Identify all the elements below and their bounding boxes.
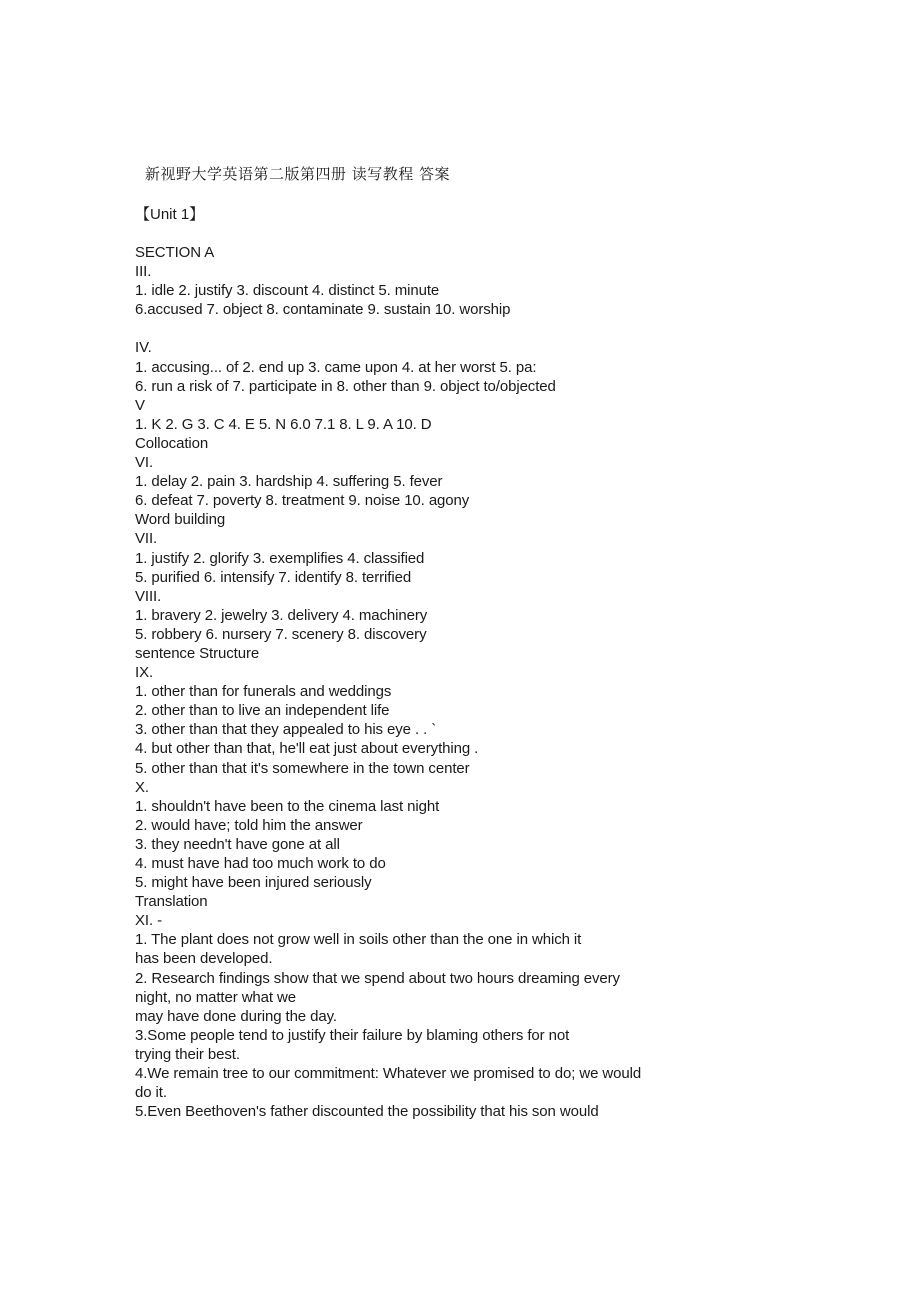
text-line: 5.Even Beethoven's father discounted the possibility that his son would: [135, 1103, 599, 1121]
text-line: 4. must have had too much work to do: [135, 855, 386, 872]
text-line: 5. purified 6. intensify 7. identify 8. terrified: [135, 568, 412, 586]
text-line: 1. bravery 2. jewelry 3. delivery 4. machinery: [135, 606, 428, 624]
text-line: Translation: [135, 893, 208, 911]
text-line: [135, 319, 875, 338]
text-line: 3. they needn't have gone at all: [135, 835, 340, 853]
text-line: trying their best.: [135, 1045, 240, 1063]
text-line: 6. run a risk of 7. participate in 8. other than 9. object to/objected: [135, 377, 556, 395]
text-line: 3.Some people tend to justify their failure by blaming others for not: [135, 1026, 570, 1044]
text-line: 5. robbery 6. nursery 7. scenery 8. discovery: [135, 625, 427, 643]
text-line: V: [135, 396, 145, 414]
text-line: IV.: [135, 339, 152, 357]
text-line: 3. other than that they appealed to his eye . . `: [135, 721, 437, 739]
text-line: 2. Research findings show that we spend about two hours dreaming every: [135, 969, 620, 987]
text-line: do it.: [135, 1084, 167, 1102]
text-line: Word building: [135, 511, 226, 529]
text-line: 1. The plant does not grow well in soils other than the one in which it: [135, 931, 582, 949]
text-line: SECTION A: [135, 244, 215, 261]
text-line: night, no matter what we: [135, 988, 297, 1006]
text-line: sentence Structure: [135, 644, 260, 662]
text-line: XI. -: [135, 912, 163, 930]
text-line: 1. other than for funerals and weddings: [135, 683, 392, 701]
text-line: 1. justify 2. glorify 3. exemplifies 4. classified: [135, 549, 425, 567]
text-line: 6. defeat 7. poverty 8. treatment 9. noise 10. agony: [135, 492, 470, 510]
document-title: 新视野大学英语第二版第四册 读写教程 答案: [145, 165, 451, 183]
text-line: 4.We remain tree to our commitment: Whatever we promised to do; we would: [135, 1065, 642, 1083]
text-line: 1. shouldn't have been to the cinema last night: [135, 797, 440, 815]
text-line: has been developed.: [135, 950, 273, 968]
text-line: 5. might have been injured seriously: [135, 874, 372, 892]
text-line: may have done during the day.: [135, 1007, 337, 1025]
unit-heading: 【Unit 1】: [135, 206, 205, 223]
text-line: 2. would have; told him the answer: [135, 816, 363, 834]
text-line: 1. delay 2. pain 3. hardship 4. suffering 5. fever: [135, 473, 443, 491]
text-line: 5. other than that it's somewhere in the town center: [135, 759, 470, 777]
text-line: VII.: [135, 530, 158, 548]
answer-text: [135, 243, 875, 1121]
text-line: III.: [135, 263, 152, 281]
text-line: IX.: [135, 664, 154, 682]
text-line: 1. accusing... of 2. end up 3. came upon 4. at her worst 5. pa:: [135, 358, 537, 376]
text-line: Collocation: [135, 434, 209, 452]
text-line: 1. K 2. G 3. C 4. E 5. N 6.0 7.1 8. L 9. A 10. D: [135, 415, 432, 433]
text-line: 6.accused 7. object 8. contaminate 9. sustain 10. worship: [135, 301, 511, 319]
text-line: 1. idle 2. justify 3. discount 4. distinct 5. minute: [135, 282, 440, 300]
text-line: X.: [135, 778, 149, 796]
text-line: VIII.: [135, 587, 162, 605]
text-line: 2. other than to live an independent life: [135, 702, 390, 720]
text-line: 4. but other than that, he'll eat just about everything .: [135, 740, 479, 758]
text-line: VI.: [135, 454, 154, 472]
